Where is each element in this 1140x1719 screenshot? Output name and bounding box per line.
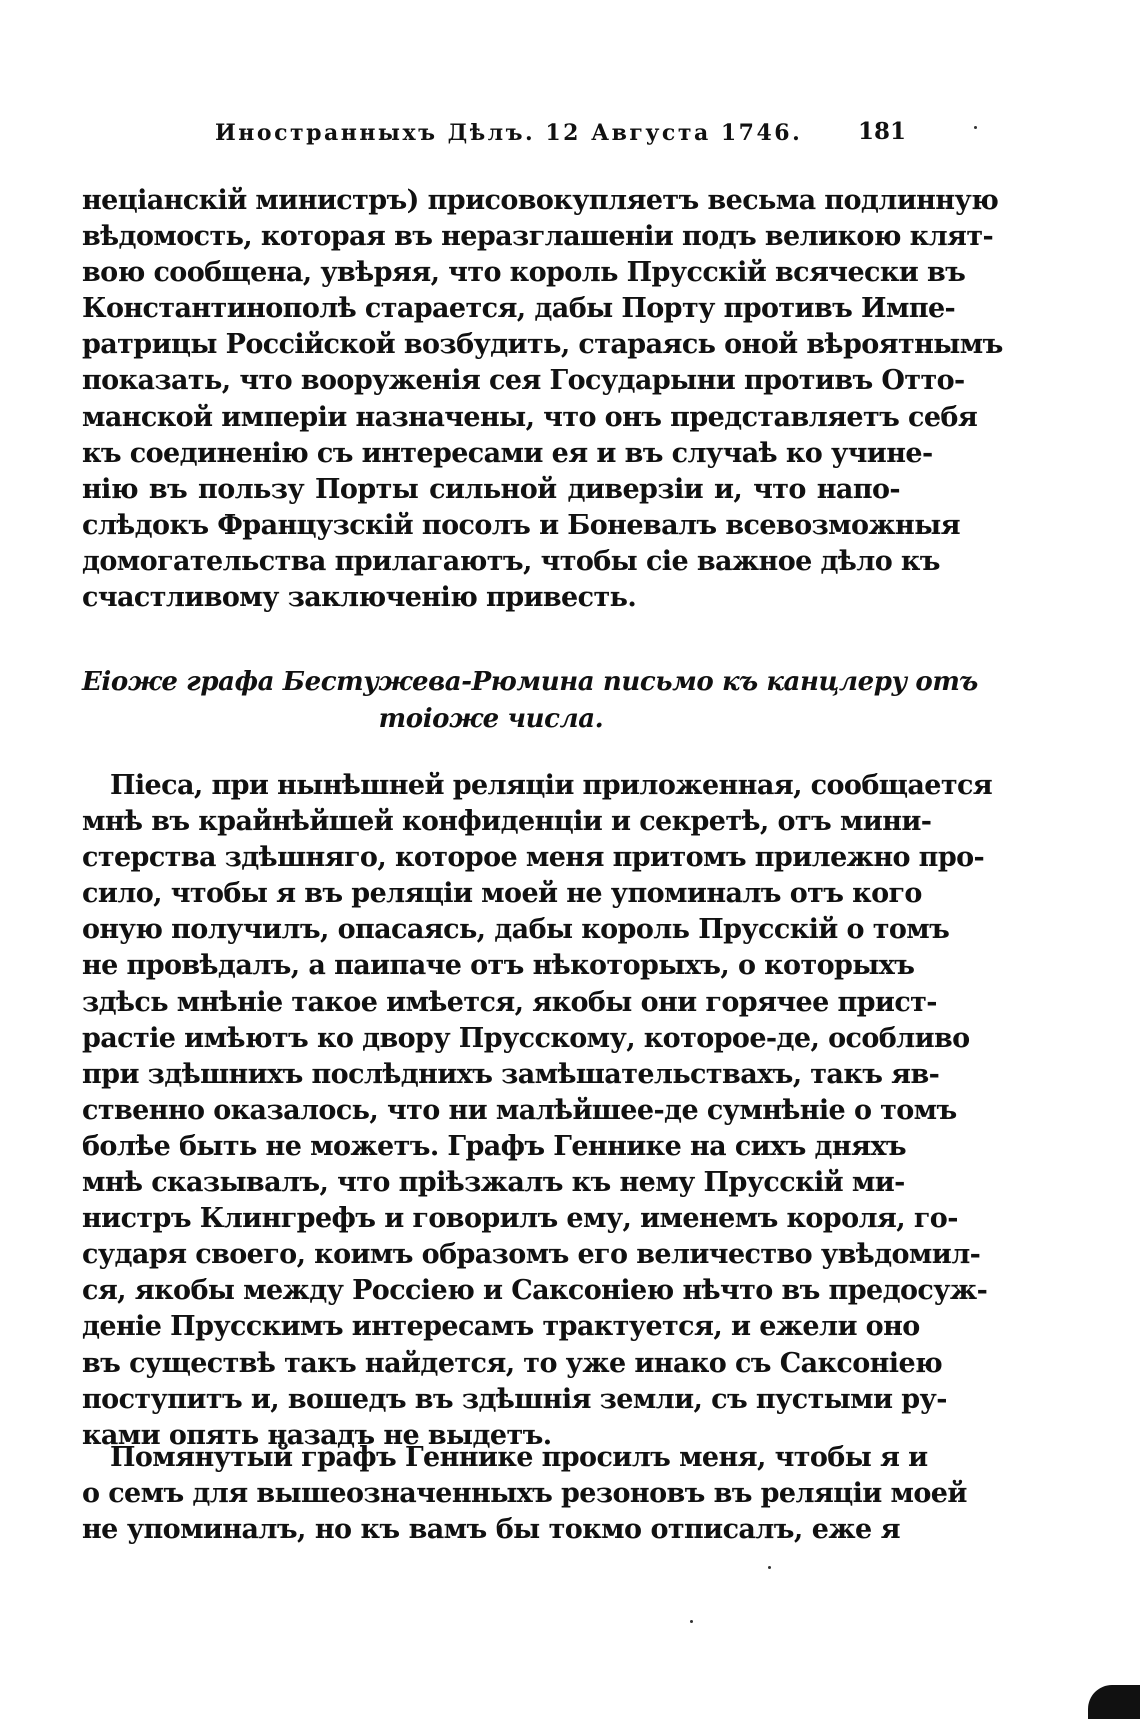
text-line: поступитъ и, вошедъ въ здѣшнія земли, съ пустыми ру- [82, 1383, 947, 1415]
paragraph-continued [82, 183, 1003, 616]
letter-paragraph [82, 768, 993, 1454]
text-line: вою сообщена, увѣряя, что король Прусскій всячески въ [82, 257, 966, 289]
text-line: манской имперіи назначены, что онъ представляетъ себя [82, 401, 978, 433]
text-line: нію въ пользу Порты сильной диверзіи и, что напо- [82, 473, 900, 505]
text-line: неціанскій министръ) присовокупляетъ весьма подлинную [82, 185, 999, 216]
scan-speck [690, 1620, 693, 1623]
letter-paragraph [82, 1440, 967, 1548]
text-line: нистръ Клингрефъ и говорилъ ему, именемъ короля, го- [82, 1203, 958, 1235]
text-line: слѣдокъ Французскій посолъ и Боневалъ всевозможныя [82, 509, 961, 541]
page-number: 181 [858, 118, 907, 145]
letter-heading [82, 664, 978, 738]
text-line: ственно оказалось, что ни малѣйшее-де сумнѣніе о томъ [82, 1094, 957, 1126]
text-line: въ существѣ такъ найдется, то уже инако съ Саксоніею [82, 1347, 943, 1379]
text-line: домогательства прилагаютъ, чтобы сіе важное дѣло къ [82, 545, 940, 577]
text-line: Помянутый графъ Генникe просилъ меня, чтобы я и [110, 1442, 928, 1473]
scan-edge-mark [1088, 1685, 1140, 1719]
text-line: при здѣшнихъ послѣднихъ замѣшательствахъ, такъ яв- [82, 1058, 940, 1090]
text-line: Піеса, при нынѣшней реляціи приложенная, сообщается [110, 770, 993, 801]
heading-line: тоіоже числа. [378, 704, 604, 734]
text-line: ками опять назадъ не выдетъ. [82, 1419, 552, 1451]
text-line: мнѣ сказывалъ, что пріѣзжалъ къ нему Прусскій ми- [82, 1167, 905, 1199]
text-line: ратрицы Россійской возбудить, стараясь оной вѣроятнымъ [82, 329, 1003, 361]
text-line: болѣе быть не можетъ. Графъ Генникe на сихъ дняхъ [82, 1130, 907, 1162]
text-line: деніе Прусскимъ интересамъ трактуется, и ежели оно [82, 1311, 920, 1343]
text-line: здѣсь мнѣніе такое имѣется, якобы они горячее прист- [82, 986, 937, 1018]
text-line: вѣдомость, которая въ неразглашеніи подъ великою клят- [82, 221, 994, 253]
text-line: счастливому заключенію привесть. [82, 582, 637, 614]
running-head: Иностранныхъ Дѣлъ. 12 Августа 1746. [215, 120, 803, 146]
scan-speck [974, 126, 977, 129]
text-line: Константинополѣ старается, дабы Порту противъ Импе- [82, 293, 956, 325]
text-line: мнѣ въ крайнѣйшей конфиденціи и секретѣ, отъ мини- [82, 806, 932, 838]
text-line: о семъ для вышеозначенныхъ резоновъ въ реляціи моей [82, 1478, 967, 1510]
text-line: не упоминалъ, но къ вамъ бы токмо отписалъ, еже я [82, 1514, 900, 1546]
text-line: показать, что вооруженія сея Государыни противъ Отто- [82, 365, 965, 397]
heading-line: Еіоже графа Бестужева-Рюмина письмо къ канцлеру отъ [82, 667, 978, 697]
text-line: ся, якобы между Россіею и Саксоніею нѣчто въ предосуж- [82, 1275, 988, 1307]
text-line: не провѣдалъ, а паипаче отъ нѣкоторыхъ, о которыхъ [82, 950, 915, 982]
text-line: стерства здѣшняго, которое меня притомъ прилежно про- [82, 842, 985, 874]
text-line: растіе имѣютъ ко двору Прусскому, которое-де, особливо [82, 1022, 970, 1054]
text-line: сило, чтобы я въ реляціи моей не упоминалъ отъ кого [82, 878, 922, 910]
scan-speck [768, 1566, 771, 1569]
text-line: сударя своего, коимъ образомъ его величество увѣдомил- [82, 1239, 981, 1271]
text-line: къ соединенію съ интересами ея и въ случаѣ ко учине- [82, 437, 933, 469]
text-line: оную получилъ, опасаясь, дабы король Прусскій о томъ [82, 914, 950, 946]
